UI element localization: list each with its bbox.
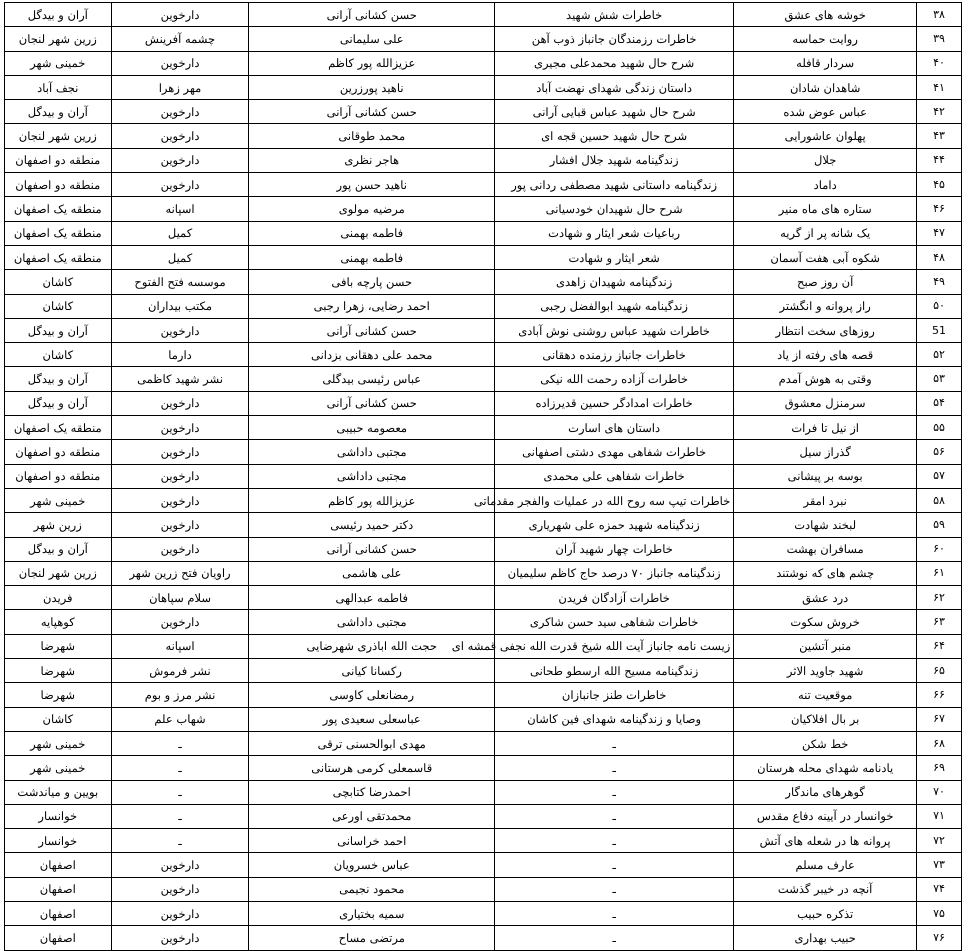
city-name: کوهپایه (5, 610, 112, 634)
book-description: شرح حال شهید عباس قبایی آرانی (495, 100, 734, 124)
book-description: خاطرات شش شهید (495, 3, 734, 27)
book-title: عارف مسلم (734, 853, 917, 877)
publisher-name: سلام سپاهان (111, 586, 249, 610)
row-number: ۷۰ (917, 780, 962, 804)
author-name: عزیزالله پور کاظم (249, 51, 495, 75)
publisher-name: دارخوین (111, 610, 249, 634)
publisher-name: دارخوین (111, 318, 249, 342)
book-title: حبیب بهداری (734, 926, 917, 950)
table-row (5, 148, 962, 172)
publisher-name: دارخوین (111, 173, 249, 197)
publisher-name: ـ (111, 804, 249, 828)
row-number: ۶۲ (917, 586, 962, 610)
table-row (5, 440, 962, 464)
book-title: خط شکن (734, 731, 917, 755)
row-number: ۴۷ (917, 221, 962, 245)
table-row (5, 75, 962, 99)
row-number: ۵۵ (917, 416, 962, 440)
table-row (5, 659, 962, 683)
city-name: زرین شهر لنجان (5, 124, 112, 148)
book-description: زندگینامه شهید جلال افشار (495, 148, 734, 172)
author-name: حسن کشانی آرانی (249, 3, 495, 27)
book-title: شکوه آبی هفت آسمان (734, 245, 917, 269)
publisher-name: نشر شهید کاظمی (111, 367, 249, 391)
table-row (5, 731, 962, 755)
publisher-name: ـ (111, 780, 249, 804)
book-description: زیست نامه جانباز آیت الله شیخ قدرت الله نجفی قمشه ای (495, 634, 734, 658)
document-page (4, 2, 968, 944)
author-name: قاسمعلی کرمی هرستانی (249, 756, 495, 780)
author-name: معصومه حبیبی (249, 416, 495, 440)
book-description: خاطرات تیپ سه روح الله در عملیات والفجر مقدماتی (495, 488, 734, 512)
row-number: ۴۰ (917, 51, 962, 75)
city-name: فریدن (5, 586, 112, 610)
book-title: مسافران بهشت (734, 537, 917, 561)
author-name: حسن کشانی آرانی (249, 318, 495, 342)
row-number: ۵۷ (917, 464, 962, 488)
book-list-body (5, 3, 962, 951)
publisher-name: کمیل (111, 245, 249, 269)
table-row (5, 926, 962, 950)
publisher-name: دارخوین (111, 100, 249, 124)
publisher-name: مهر زهرا (111, 75, 249, 99)
book-title: بر بال افلاکیان (734, 707, 917, 731)
publisher-name: شهاب علم (111, 707, 249, 731)
author-name: عباسعلی سعیدی پور (249, 707, 495, 731)
author-name: حسن کشانی آرانی (249, 391, 495, 415)
book-title: روایت حماسه (734, 27, 917, 51)
row-number: ۷۱ (917, 804, 962, 828)
row-number: ۵۸ (917, 488, 962, 512)
row-number: ۵۹ (917, 513, 962, 537)
publisher-name: دارخوین (111, 901, 249, 925)
book-description: خاطرات رزمندگان جانباز ذوب آهن (495, 27, 734, 51)
author-name: محمد علی دهقانی بزدانی (249, 343, 495, 367)
publisher-name: دارما (111, 343, 249, 367)
row-number: ۶۰ (917, 537, 962, 561)
row-number: ۶۹ (917, 756, 962, 780)
city-name: خوانسار (5, 804, 112, 828)
city-name: آران و بیدگل (5, 537, 112, 561)
publisher-name: کمیل (111, 221, 249, 245)
city-name: خمینی شهر (5, 756, 112, 780)
book-description: خاطرات شفاهی علی محمدی (495, 464, 734, 488)
table-row (5, 804, 962, 828)
book-title: موقعیت تنه (734, 683, 917, 707)
city-name: منطقه دو اصفهان (5, 148, 112, 172)
table-row (5, 561, 962, 585)
row-number: ۴۶ (917, 197, 962, 221)
author-name: علی سلیمانی (249, 27, 495, 51)
city-name: بویین و میاندشت (5, 780, 112, 804)
city-name: اصفهان (5, 853, 112, 877)
author-name: مرتضی مساح (249, 926, 495, 950)
city-name: زرین شهر لنجان (5, 27, 112, 51)
author-name: رکسانا کیانی (249, 659, 495, 683)
row-number: ۴۳ (917, 124, 962, 148)
publisher-name: دارخوین (111, 513, 249, 537)
book-title: خوانسار در آیینه دفاع مقدس (734, 804, 917, 828)
row-number: ۶۸ (917, 731, 962, 755)
city-name: منطقه یک اصفهان (5, 197, 112, 221)
publisher-name: اسپانه (111, 634, 249, 658)
table-row (5, 537, 962, 561)
city-name: منطقه یک اصفهان (5, 245, 112, 269)
book-title: نبرد امقر (734, 488, 917, 512)
book-title: آنچه در خیبر گذشت (734, 877, 917, 901)
table-row (5, 853, 962, 877)
publisher-name: مکتب بیداران (111, 294, 249, 318)
book-title: قصه های رفته از یاد (734, 343, 917, 367)
table-row (5, 829, 962, 853)
table-row (5, 586, 962, 610)
book-description: ـ (495, 731, 734, 755)
author-name: فاطمه عبدالهی (249, 586, 495, 610)
author-name: حسن کشانی آرانی (249, 100, 495, 124)
author-name: مهدی ابوالحسنی ترقی (249, 731, 495, 755)
publisher-name: دارخوین (111, 148, 249, 172)
book-description: زندگینامه داستانی شهید مصطفی ردانی پور (495, 173, 734, 197)
table-row (5, 124, 962, 148)
book-title: داماد (734, 173, 917, 197)
book-title: سردار قافله (734, 51, 917, 75)
book-title: پهلوان عاشورایی (734, 124, 917, 148)
row-number: ۴۸ (917, 245, 962, 269)
city-name: زرین شهر لنجان (5, 561, 112, 585)
publisher-name: دارخوین (111, 877, 249, 901)
book-description: خاطرات امدادگر حسین قدیرزاده (495, 391, 734, 415)
table-row (5, 343, 962, 367)
city-name: منطقه یک اصفهان (5, 416, 112, 440)
book-title: بوسه بر پیشانی (734, 464, 917, 488)
row-number: ۶۶ (917, 683, 962, 707)
author-name: فاطمه بهمنی (249, 221, 495, 245)
book-title: شاهدان شادان (734, 75, 917, 99)
book-description: رباعیات شعر ایثار و شهادت (495, 221, 734, 245)
book-title: عباس عوض شده (734, 100, 917, 124)
author-name: مجتبی داداشی (249, 610, 495, 634)
author-name: محمد طوقانی (249, 124, 495, 148)
book-description: ـ (495, 756, 734, 780)
book-title: از نیل تا فرات (734, 416, 917, 440)
book-description: ـ (495, 901, 734, 925)
table-row (5, 391, 962, 415)
row-number: ۴۴ (917, 148, 962, 172)
table-row (5, 877, 962, 901)
city-name: آران و بیدگل (5, 318, 112, 342)
row-number: ۶۱ (917, 561, 962, 585)
book-title: تذکره حبیب (734, 901, 917, 925)
book-title: یک شانه پر از گریه (734, 221, 917, 245)
book-title: آن روز صبح (734, 270, 917, 294)
book-title: ستاره های ماه منیر (734, 197, 917, 221)
city-name: زرین شهر (5, 513, 112, 537)
author-name: محمود نجیمی (249, 877, 495, 901)
book-description: وصایا و زندگینامه شهدای فین کاشان (495, 707, 734, 731)
publisher-name: نشر مرز و بوم (111, 683, 249, 707)
author-name: رمضانعلی کاوسی (249, 683, 495, 707)
author-name: حسن پارچه بافی (249, 270, 495, 294)
table-row (5, 416, 962, 440)
table-row (5, 245, 962, 269)
city-name: شهرضا (5, 634, 112, 658)
publisher-name: موسسه فتح الفتوح (111, 270, 249, 294)
city-name: منطقه دو اصفهان (5, 173, 112, 197)
row-number: ۷۲ (917, 829, 962, 853)
author-name: فاطمه بهمنی (249, 245, 495, 269)
book-description: ـ (495, 780, 734, 804)
city-name: کاشان (5, 294, 112, 318)
table-row (5, 634, 962, 658)
row-number: ۶۵ (917, 659, 962, 683)
author-name: مجتبی داداشی (249, 440, 495, 464)
author-name: ناهید حسن پور (249, 173, 495, 197)
book-description: شرح حال شهید حسین قجه ای (495, 124, 734, 148)
table-row (5, 707, 962, 731)
book-description: ـ (495, 804, 734, 828)
author-name: احمد رضایی، زهرا رجبی (249, 294, 495, 318)
author-name: احمدرضا کتابچی (249, 780, 495, 804)
table-row (5, 367, 962, 391)
table-row (5, 3, 962, 27)
publisher-name: ـ (111, 756, 249, 780)
row-number: ۶۳ (917, 610, 962, 634)
book-description: شرح حال شهید محمدعلی مجیری (495, 51, 734, 75)
author-name: هاجر نظری (249, 148, 495, 172)
book-description: ـ (495, 926, 734, 950)
row-number: ۳۸ (917, 3, 962, 27)
city-name: خمینی شهر (5, 488, 112, 512)
book-title: پروانه ها در شعله های آتش (734, 829, 917, 853)
book-description: خاطرات شهید عباس روشنی نوش آبادی (495, 318, 734, 342)
book-title: درد عشق (734, 586, 917, 610)
publisher-name: دارخوین (111, 440, 249, 464)
book-title: گذراز سیل (734, 440, 917, 464)
author-name: حسن کشانی آرانی (249, 537, 495, 561)
book-description: خاطرات شفاهی سید حسن شاکری (495, 610, 734, 634)
row-number: ۵۲ (917, 343, 962, 367)
table-row (5, 488, 962, 512)
city-name: منطقه دو اصفهان (5, 464, 112, 488)
city-name: شهرضا (5, 683, 112, 707)
book-description: ـ (495, 853, 734, 877)
row-number: 51 (917, 318, 962, 342)
book-description: خاطرات طنز جانبازان (495, 683, 734, 707)
book-title: سرمنزل معشوق (734, 391, 917, 415)
city-name: اصفهان (5, 877, 112, 901)
author-name: مجتبی داداشی (249, 464, 495, 488)
book-title: یادنامه شهدای محله هرستان (734, 756, 917, 780)
city-name: اصفهان (5, 901, 112, 925)
publisher-name: راویان فتح زرین شهر (111, 561, 249, 585)
table-row (5, 756, 962, 780)
book-description: زندگینامه شهیدان زاهدی (495, 270, 734, 294)
publisher-name: نشر فرموش (111, 659, 249, 683)
publisher-name: ـ (111, 731, 249, 755)
publisher-name: دارخوین (111, 51, 249, 75)
publisher-name: دارخوین (111, 488, 249, 512)
publisher-name: دارخوین (111, 124, 249, 148)
row-number: ۴۹ (917, 270, 962, 294)
book-title: جلال (734, 148, 917, 172)
row-number: ۳۹ (917, 27, 962, 51)
book-description: خاطرات جانباز رزمنده دهقانی (495, 343, 734, 367)
book-title: روزهای سخت انتظار (734, 318, 917, 342)
book-title: خوشه های عشق (734, 3, 917, 27)
book-description: خاطرات شفاهی مهدی دشتی اصفهانی (495, 440, 734, 464)
book-title: منبر آتشین (734, 634, 917, 658)
publisher-name: دارخوین (111, 391, 249, 415)
author-name: ناهید پورزرین (249, 75, 495, 99)
publisher-name: دارخوین (111, 926, 249, 950)
row-number: ۷۴ (917, 877, 962, 901)
book-description: شعر ایثار و شهادت (495, 245, 734, 269)
table-row (5, 173, 962, 197)
book-title: راز پروانه و انگشتر (734, 294, 917, 318)
publisher-name: دارخوین (111, 853, 249, 877)
publisher-name: اسپانه (111, 197, 249, 221)
row-number: ۷۵ (917, 901, 962, 925)
book-list-table (4, 2, 962, 951)
table-row (5, 270, 962, 294)
book-title: شهید جاوید الاثر (734, 659, 917, 683)
book-description: داستان زندگی شهدای نهضت آباد (495, 75, 734, 99)
row-number: ۴۱ (917, 75, 962, 99)
book-title: لبخند شهادت (734, 513, 917, 537)
row-number: ۴۲ (917, 100, 962, 124)
city-name: آران و بیدگل (5, 100, 112, 124)
row-number: ۵۳ (917, 367, 962, 391)
book-description: خاطرات چهار شهید آران (495, 537, 734, 561)
author-name: علی هاشمی (249, 561, 495, 585)
city-name: کاشان (5, 270, 112, 294)
author-name: عزیزالله پور کاظم (249, 488, 495, 512)
table-row (5, 197, 962, 221)
table-row (5, 318, 962, 342)
book-title: وقتی به هوش آمدم (734, 367, 917, 391)
book-description: خاطرات آزادگان فریدن (495, 586, 734, 610)
table-row (5, 683, 962, 707)
author-name: حجت الله اباذری شهرضایی (249, 634, 495, 658)
table-row (5, 464, 962, 488)
row-number: ۵۶ (917, 440, 962, 464)
book-description: خاطرات آزاده رحمت الله نیکی (495, 367, 734, 391)
table-row (5, 100, 962, 124)
table-row (5, 901, 962, 925)
table-row (5, 513, 962, 537)
book-description: زندگینامه شهید ابوالفضل رجبی (495, 294, 734, 318)
city-name: آران و بیدگل (5, 3, 112, 27)
table-row (5, 780, 962, 804)
publisher-name: ـ (111, 829, 249, 853)
row-number: ۷۶ (917, 926, 962, 950)
city-name: کاشان (5, 707, 112, 731)
city-name: منطقه دو اصفهان (5, 440, 112, 464)
publisher-name: چشمه آفرینش (111, 27, 249, 51)
book-description: زندگینامه مسیح الله ارسطو طحانی (495, 659, 734, 683)
book-title: چشم های که نوشتند (734, 561, 917, 585)
book-description: داستان های اسارت (495, 416, 734, 440)
city-name: شهرضا (5, 659, 112, 683)
row-number: ۷۳ (917, 853, 962, 877)
publisher-name: دارخوین (111, 3, 249, 27)
book-title: خروش سکوت (734, 610, 917, 634)
author-name: مرضیه مولوی (249, 197, 495, 221)
city-name: خوانسار (5, 829, 112, 853)
row-number: ۵۴ (917, 391, 962, 415)
table-row (5, 294, 962, 318)
table-row (5, 27, 962, 51)
publisher-name: دارخوین (111, 537, 249, 561)
city-name: آران و بیدگل (5, 391, 112, 415)
row-number: ۵۰ (917, 294, 962, 318)
author-name: عباس خسرویان (249, 853, 495, 877)
row-number: ۶۷ (917, 707, 962, 731)
table-row (5, 51, 962, 75)
table-row (5, 610, 962, 634)
book-description: ـ (495, 829, 734, 853)
city-name: خمینی شهر (5, 51, 112, 75)
book-title: گوهرهای ماندگار (734, 780, 917, 804)
city-name: آران و بیدگل (5, 367, 112, 391)
city-name: خمینی شهر (5, 731, 112, 755)
row-number: ۶۴ (917, 634, 962, 658)
city-name: کاشان (5, 343, 112, 367)
book-description: ـ (495, 877, 734, 901)
city-name: اصفهان (5, 926, 112, 950)
city-name: نجف آباد (5, 75, 112, 99)
book-description: زندگینامه شهید حمزه علی شهریاری (495, 513, 734, 537)
city-name: منطقه یک اصفهان (5, 221, 112, 245)
publisher-name: دارخوین (111, 464, 249, 488)
table-row (5, 221, 962, 245)
book-description: زندگینامه جانباز ۷۰ درصد حاج کاظم سلیمیان (495, 561, 734, 585)
author-name: سمیه بختیاری (249, 901, 495, 925)
book-description: شرح حال شهیدان خودسیانی (495, 197, 734, 221)
author-name: عباس رئیسی بیدگلی (249, 367, 495, 391)
row-number: ۴۵ (917, 173, 962, 197)
author-name: دکتر حمید رئیسی (249, 513, 495, 537)
author-name: محمدتقی اورعی (249, 804, 495, 828)
publisher-name: دارخوین (111, 416, 249, 440)
author-name: احمد خراسانی (249, 829, 495, 853)
